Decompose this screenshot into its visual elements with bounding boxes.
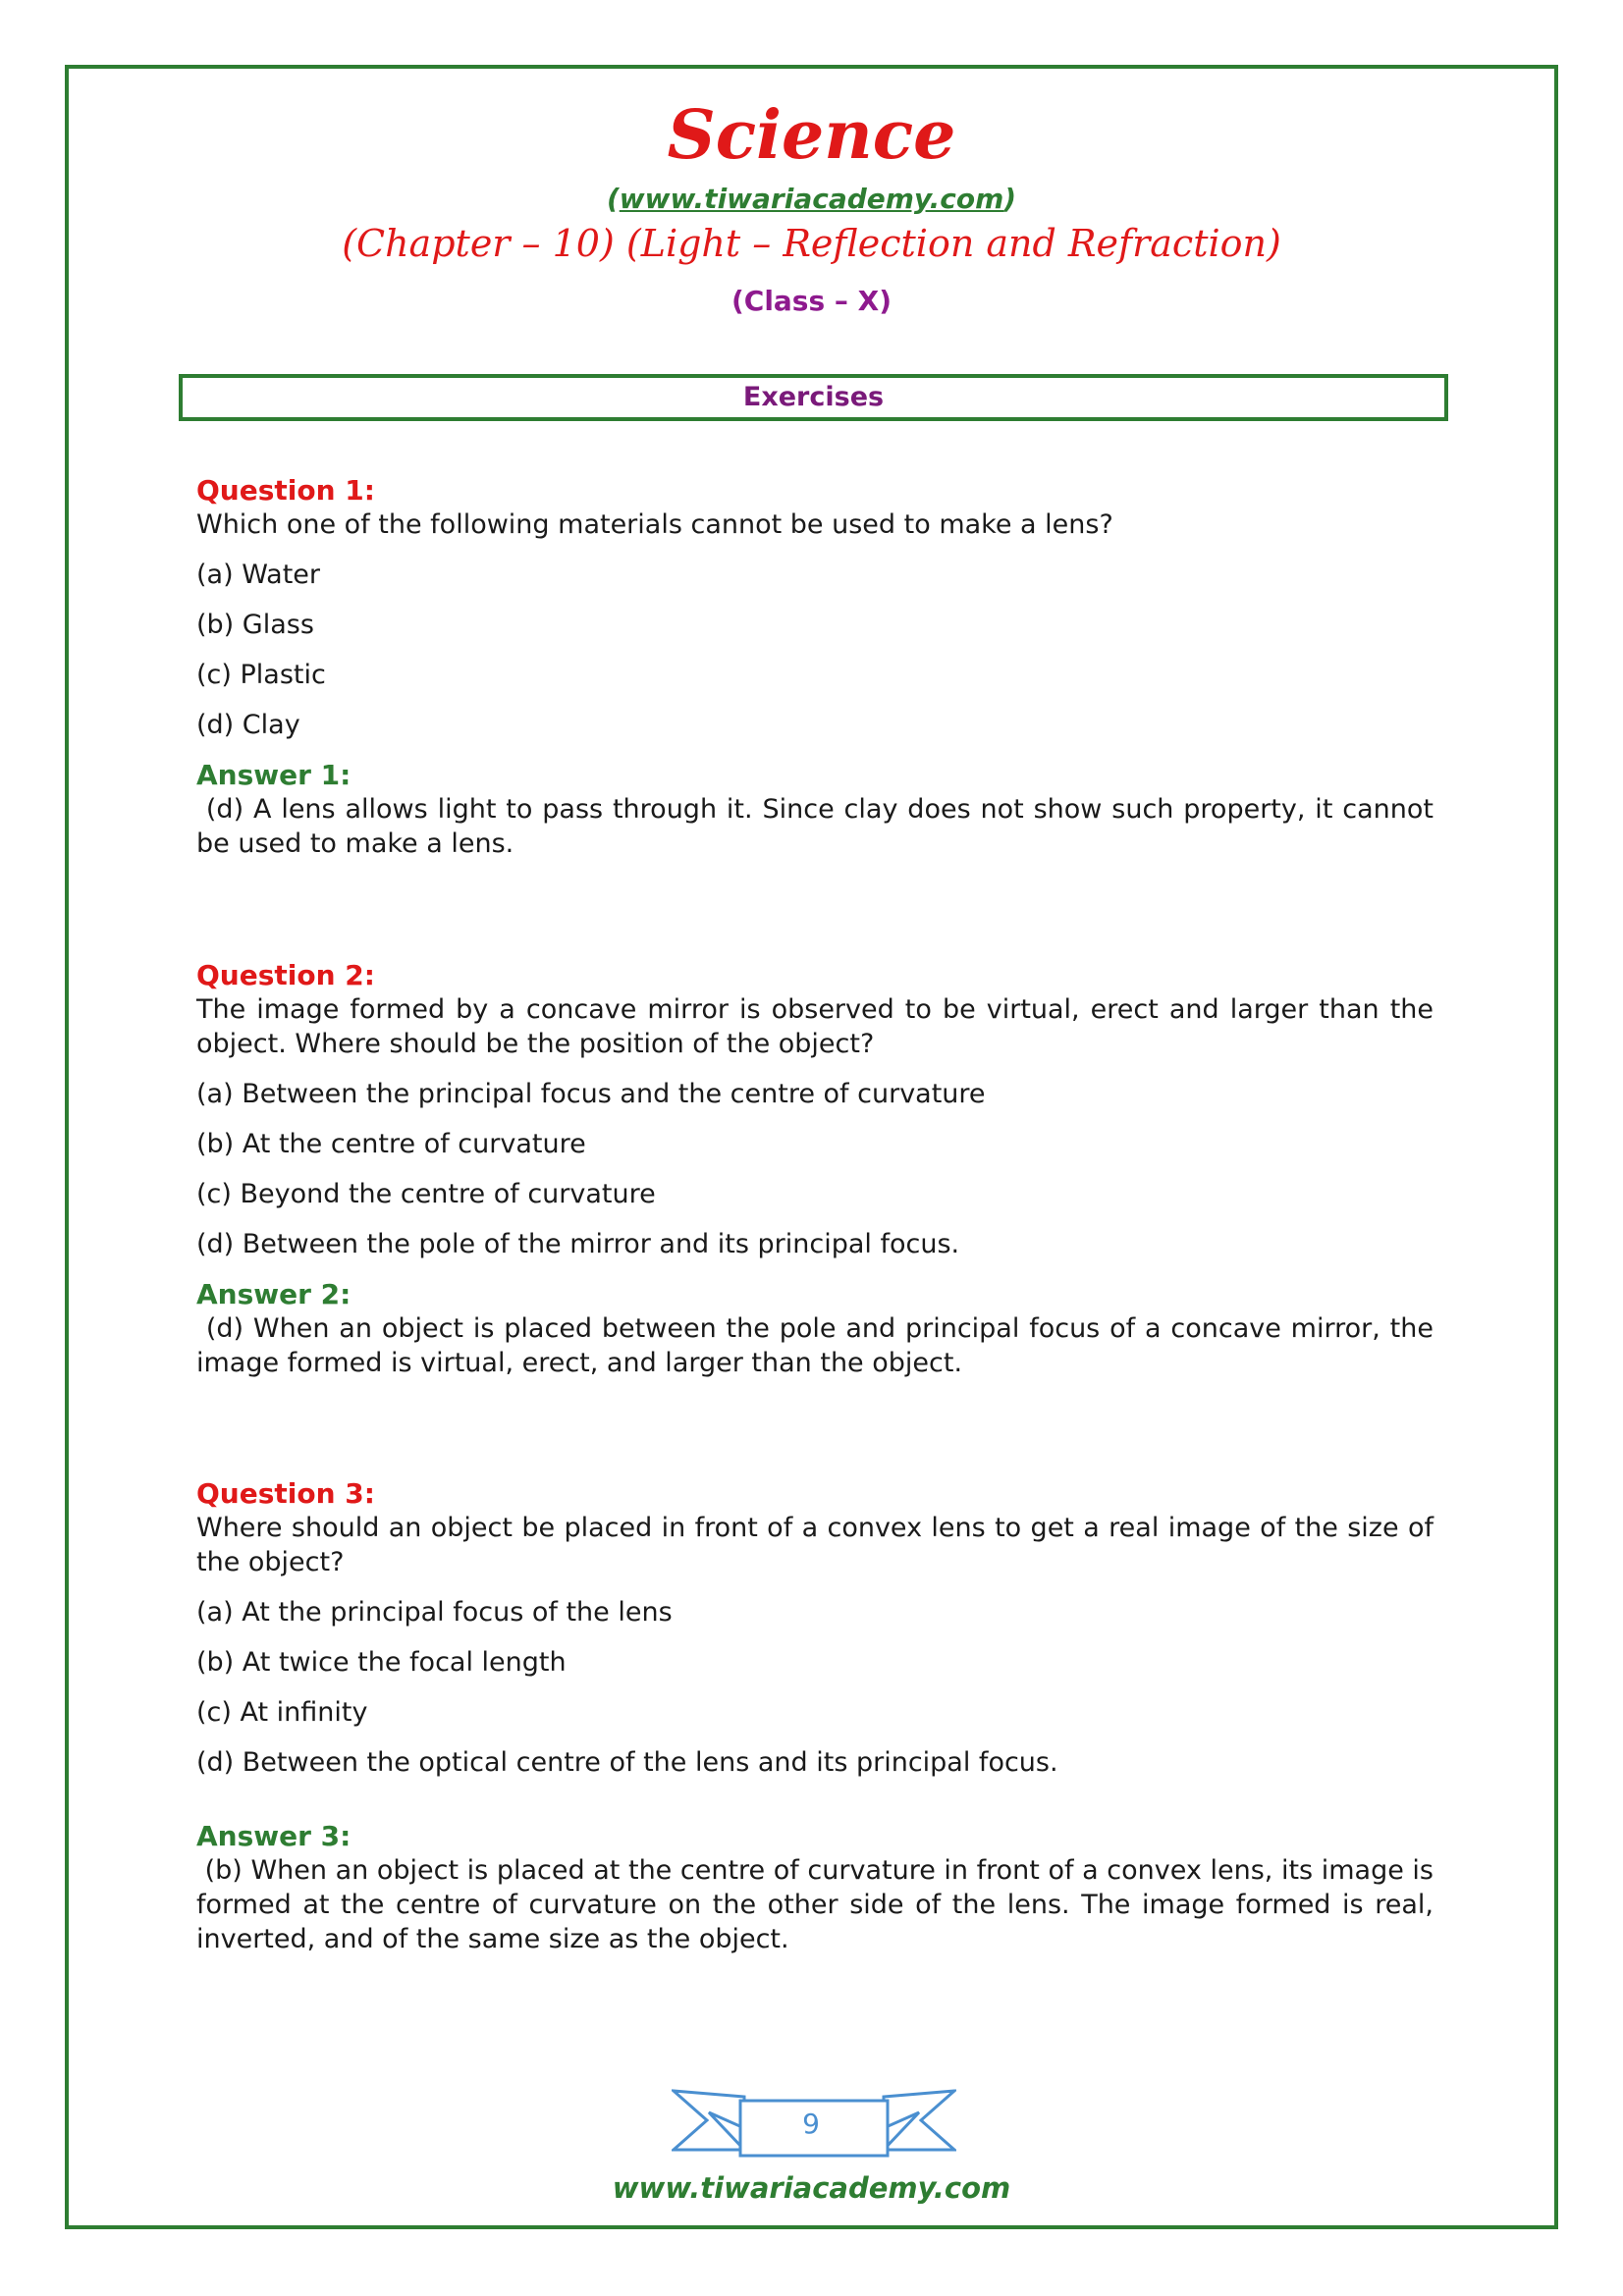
section-title-box	[179, 374, 1448, 421]
answer-label: Answer 3:	[196, 1820, 352, 1852]
site-link-open: (	[606, 183, 620, 215]
question-block-1	[196, 473, 1442, 861]
option-item: (a) At the principal focus of the lens	[196, 1597, 673, 1628]
site-link-close: )	[1003, 183, 1017, 215]
question-text: The image formed by a concave mirror is observed to be virtual, erect and larger than the object. Where should be the position of the object?	[196, 994, 1434, 1059]
site-url[interactable]: www.tiwariacademy.com	[619, 183, 1004, 215]
option-item: (a) Water	[196, 560, 321, 590]
answer-text: (b) When an object is placed at the centre of curvature in front of a convex lens, its image is formed at the centre of curvature on the other side of the lens. The image formed is real, inverted, and of the same size as the object.	[196, 1855, 1442, 1954]
answer-text: (d) A lens allows light to pass through it. Since clay does not show such property, it cannot be used to make a lens.	[196, 794, 1442, 859]
question-text: Where should an object be placed in front of a convex lens to get a real image of the size of the object?	[196, 1513, 1434, 1577]
option-item: (c) Beyond the centre of curvature	[196, 1179, 656, 1209]
class-label: (Class – X)	[730, 285, 893, 317]
option-item: (c) Plastic	[196, 660, 326, 690]
option-item: (a) Between the principal focus and the centre of curvature	[196, 1079, 986, 1109]
question-label: Question 1:	[196, 474, 375, 507]
answer-label: Answer 2:	[196, 1278, 352, 1310]
option-item: (b) At the centre of curvature	[196, 1129, 586, 1159]
question-block-2	[196, 958, 1442, 1380]
option-item: (b) At twice the focal length	[196, 1647, 567, 1678]
option-item: (c) At infinity	[196, 1697, 368, 1728]
option-item: (d) Between the pole of the mirror and its principal focus.	[196, 1229, 960, 1259]
answer-text: (d) When an object is placed between the pole and principal focus of a concave mirror, the image formed is virtual, erect, and larger than the object.	[196, 1313, 1442, 1378]
page-title: Science	[667, 96, 956, 175]
option-item: (b) Glass	[196, 610, 314, 640]
footer-site-link[interactable]: www.tiwariacademy.com	[612, 2171, 1011, 2205]
page-number: 9	[802, 2108, 820, 2140]
option-item: (d) Between the optical centre of the lens and its principal focus.	[196, 1747, 1058, 1778]
answer-label: Answer 1:	[196, 759, 352, 791]
question-block-3	[196, 1476, 1442, 1956]
question-text: Which one of the following materials cannot be used to make a lens?	[196, 509, 1113, 540]
question-label: Question 3:	[196, 1477, 375, 1510]
section-title: Exercises	[742, 382, 885, 412]
site-link	[0, 183, 1623, 215]
question-label: Question 2:	[196, 959, 375, 991]
option-item: (d) Clay	[196, 710, 300, 740]
chapter-heading: (Chapter – 10) (Light – Reflection and Refraction)	[342, 222, 1281, 265]
